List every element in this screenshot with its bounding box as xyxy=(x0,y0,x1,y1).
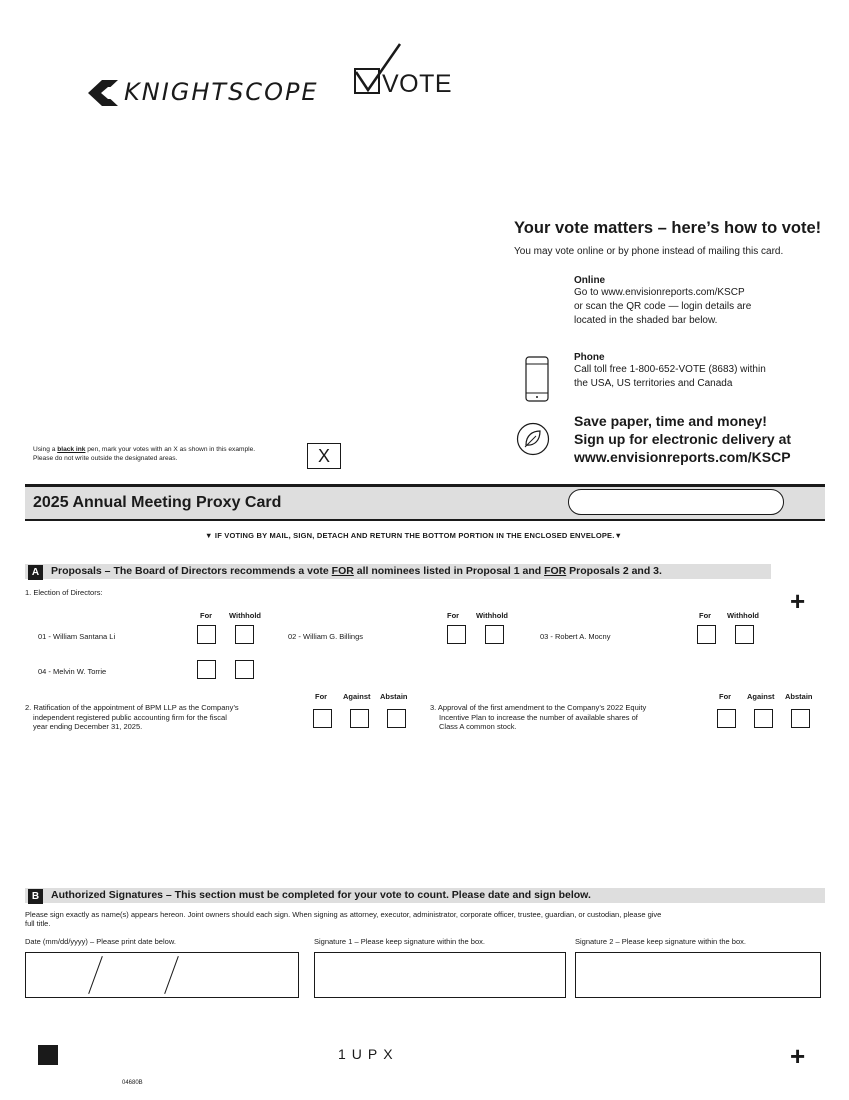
proposal-2-for-checkbox[interactable] xyxy=(313,709,332,728)
proposal-3-against-checkbox[interactable] xyxy=(754,709,773,728)
col-against: Against xyxy=(747,692,775,701)
col-for: For xyxy=(200,611,213,620)
signing-instruction-line: full title. xyxy=(25,919,51,928)
divider xyxy=(25,519,825,521)
signing-instruction-line: Please sign exactly as name(s) appears hereon. Joint owners should each sign. When signing as attorney, executor, administrator, corporate officer, trustee, guardian, or custodian, please give xyxy=(25,910,662,919)
marking-instructions xyxy=(33,445,313,463)
proposal-2-line: 2. Ratification of the appointment of BPM LLP as the Company’s xyxy=(25,703,239,712)
footer-code: 1UPX xyxy=(338,1046,399,1062)
knightscope-logo-mark-icon xyxy=(88,80,120,106)
online-line: or scan the QR code — login details are xyxy=(574,301,752,312)
col-for: For xyxy=(719,692,732,701)
signature-1-box[interactable] xyxy=(314,952,566,998)
date-input-box[interactable] xyxy=(25,952,299,998)
paperless-line: Sign up for electronic delivery at xyxy=(574,431,792,447)
detach-instruction: ▼ IF VOTING BY MAIL, SIGN, DETACH AND RETURN THE BOTTOM PORTION IN THE ENCLOSED ENVELOPE.▼ xyxy=(205,531,623,540)
nominee-name: 03 - Robert A. Mocny xyxy=(540,632,611,641)
phone-title: Phone xyxy=(574,352,605,363)
proposal-2-abstain-checkbox[interactable] xyxy=(387,709,406,728)
proposal-2-text xyxy=(25,703,315,732)
date-label: Date (mm/dd/yyyy) – Please print date below. xyxy=(25,937,176,946)
proposal-2-line: independent registered public accounting firm for the fiscal xyxy=(33,712,227,722)
instr-text: Using a xyxy=(33,446,58,453)
paperless-method xyxy=(574,412,834,466)
col-withhold: Withhold xyxy=(476,611,509,620)
section-a-title xyxy=(51,564,662,579)
col-abstain: Abstain xyxy=(785,692,813,701)
online-method xyxy=(574,275,814,328)
nominee-03-for-checkbox[interactable] xyxy=(697,625,716,644)
instr-text: pen, mark your votes with an X as shown in this example. xyxy=(85,446,256,453)
example-mark-box: X xyxy=(307,443,341,469)
proposal-2-line: year ending December 31, 2025. xyxy=(33,722,143,731)
vote-methods-heading: Your vote matters – here’s how to vote! xyxy=(514,219,822,237)
instr-pen-text: black ink xyxy=(57,446,86,453)
election-label: 1. Election of Directors: xyxy=(25,588,103,597)
proposal-2-against-checkbox[interactable] xyxy=(350,709,369,728)
signature-2-label: Signature 2 – Please keep signature within the box. xyxy=(575,937,746,946)
nominee-name: 02 - William G. Billings xyxy=(288,632,364,641)
phone-line: Call toll free 1-800-652-VOTE (8683) within xyxy=(574,364,766,375)
signing-instruction xyxy=(25,910,830,928)
registration-plus-mark: + xyxy=(790,586,806,616)
section-a-for: FOR xyxy=(331,565,354,577)
brand-logo-text: KNIGHTSCOPE xyxy=(124,78,319,106)
section-a-title-text: Proposals – The Board of Directors recommends a vote xyxy=(51,565,332,577)
nominee-04-for-checkbox[interactable] xyxy=(197,660,216,679)
leaf-icon xyxy=(516,422,550,456)
col-withhold: Withhold xyxy=(229,611,262,620)
section-b-title: Authorized Signatures – This section must be completed for your vote to count. Please date and sign below. xyxy=(51,889,591,901)
nominee-04-withhold-checkbox[interactable] xyxy=(235,660,254,679)
online-line: Go to www.envisionreports.com/KSCP xyxy=(574,287,745,298)
nominee-02-for-checkbox[interactable] xyxy=(447,625,466,644)
proposal-3-abstain-checkbox[interactable] xyxy=(791,709,810,728)
col-for: For xyxy=(315,692,328,701)
phone-icon xyxy=(525,356,549,402)
nominee-name: 04 - Melvin W. Torrie xyxy=(38,667,107,676)
card-title: 2025 Annual Meeting Proxy Card xyxy=(33,494,282,511)
section-a-for: FOR xyxy=(544,565,567,577)
online-line: located in the shaded bar below. xyxy=(574,315,718,326)
nominee-01-withhold-checkbox[interactable] xyxy=(235,625,254,644)
section-a-badge: A xyxy=(28,565,43,580)
nominee-02-withhold-checkbox[interactable] xyxy=(485,625,504,644)
proposal-3-line: Incentive Plan to increase the number of available shares of xyxy=(439,712,638,722)
col-against: Against xyxy=(343,692,371,701)
vote-methods-subheading: You may vote online or by phone instead of mailing this card. xyxy=(514,246,784,257)
proposal-3-line: Class A common stock. xyxy=(439,722,517,731)
alignment-marker xyxy=(38,1045,58,1065)
section-a-title-text: all nominees listed in Proposal 1 and xyxy=(353,565,545,577)
signature-1-label: Signature 1 – Please keep signature within the box. xyxy=(314,937,485,946)
col-for: For xyxy=(699,611,712,620)
col-abstain: Abstain xyxy=(380,692,408,701)
section-a-title-text: Proposals 2 and 3. xyxy=(566,565,662,577)
document-code: 04680B xyxy=(122,1080,143,1086)
nominee-name: 01 - William Santana Li xyxy=(38,632,116,641)
login-details-field xyxy=(568,489,784,515)
phone-line: the USA, US territories and Canada xyxy=(574,378,733,389)
nominee-01-for-checkbox[interactable] xyxy=(197,625,216,644)
vote-logo-text: VOTE xyxy=(382,70,453,98)
signature-2-box[interactable] xyxy=(575,952,821,998)
instr-text: Please do not write outside the designated areas. xyxy=(33,455,178,462)
proposal-3-text xyxy=(430,703,720,732)
col-withhold: Withhold xyxy=(727,611,760,620)
proposal-3-for-checkbox[interactable] xyxy=(717,709,736,728)
online-title: Online xyxy=(574,275,606,286)
paperless-line: Save paper, time and money! xyxy=(574,413,767,429)
phone-method xyxy=(574,352,824,391)
proposal-3-line: 3. Approval of the first amendment to the Company’s 2022 Equity xyxy=(430,703,647,712)
section-b-badge: B xyxy=(28,889,43,904)
registration-plus-mark: + xyxy=(790,1041,806,1071)
nominee-03-withhold-checkbox[interactable] xyxy=(735,625,754,644)
paperless-line: www.envisionreports.com/KSCP xyxy=(574,449,791,465)
col-for: For xyxy=(447,611,460,620)
